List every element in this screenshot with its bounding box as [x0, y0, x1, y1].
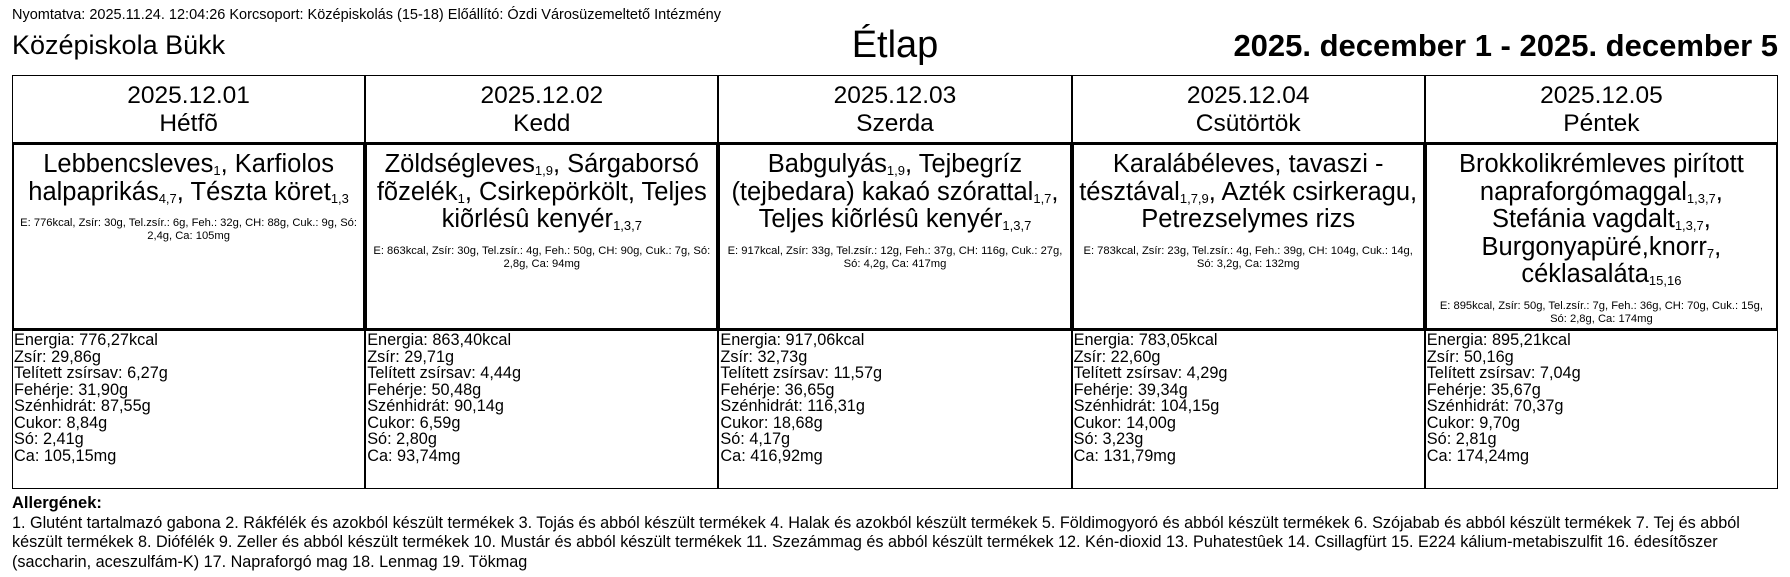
nutrient-row: Zsír: 32,73g	[720, 347, 808, 366]
nutrient-row: Só: 2,41g	[14, 430, 84, 448]
dish-allergen-codes: 4,7	[158, 190, 177, 206]
nutrient-row: Fehérje: 39,34g	[1073, 380, 1188, 399]
dish-list: Babgulyás$_{1,9}$, Tejbegríz (tejbedara) kakaó szórattal$_{1,7}$, Teljes kiõrlésû kenyér$_{1,3,7}$	[731, 150, 1059, 233]
dish-name: Tészta köret	[190, 177, 331, 206]
day-date: 2025.12.01	[127, 82, 250, 109]
meal-nutrition-summary: E: 895kcal, Zsír: 50g, Tel.zsír.: 7g, Feh.: 36g, CH: 70g, Cuk.: 15g, Só: 2,8g, Ca: 174mg	[1439, 299, 1763, 325]
dish-name: Burgonyapüré,knorr	[1481, 232, 1707, 261]
nutrient-row: Fehérje: 36,65g	[720, 380, 835, 399]
nutrient-row: Só: 3,23g	[1073, 430, 1144, 448]
meal-cell	[718, 143, 1071, 330]
nutrient-row: Szénhidrát: 70,37g	[1426, 397, 1564, 415]
dish-name: Azték csirkeragu	[1221, 177, 1411, 206]
nutrient-row: Energia: 783,05kcal	[1073, 331, 1218, 349]
nutrient-row: Cukor: 8,84g	[14, 413, 108, 432]
nutrient-row: Ca: 416,92mg	[720, 446, 823, 465]
nutrient-row: Ca: 131,79mg	[1073, 446, 1176, 465]
meal-cell	[12, 143, 365, 330]
day-column	[365, 75, 718, 489]
print-info-line: Nyomtatva: 2025.11.24. 12:04:26 Korcsoport: Középiskolás (15-18) Előállító: Ózdi Városüzemeltető Intézmény	[12, 7, 721, 23]
dish-list: Zöldségleves$_{1,9}$, Sárgaborsó fõzelék$_1$, Csirkepörkölt, Teljes kiõrlésû kenyér$_{1,3,7}$	[376, 150, 707, 233]
dish-allergen-codes: 1,9	[534, 163, 553, 178]
nutrient-row: Telített zsírsav: 7,04g	[1426, 364, 1581, 382]
nutrient-row: Ca: 105,15mg	[14, 446, 117, 465]
dish-name: Tejbegríz (tejbedara) kakaó szórattal	[731, 150, 1034, 206]
day-header	[1072, 75, 1425, 143]
day-weekday: Hétfõ	[159, 110, 218, 137]
nutrient-row: Szénhidrát: 87,55g	[14, 397, 151, 415]
meal-cell	[1425, 143, 1778, 330]
nutrient-row: Cukor: 6,59g	[367, 413, 461, 432]
day-column	[1072, 75, 1425, 489]
dish-allergen-codes: 1,3,7	[1686, 190, 1716, 206]
day-weekday: Csütörtök	[1195, 110, 1301, 137]
nutrient-row: Zsír: 22,60g	[1073, 347, 1161, 366]
meal-cell	[365, 143, 718, 330]
dish-name: Teljes kiõrlésû kenyér	[441, 177, 707, 233]
day-column	[718, 75, 1071, 489]
nutrient-row: Szénhidrát: 104,15g	[1073, 397, 1220, 415]
meal-nutrition-summary: E: 776kcal, Zsír: 30g, Tel.zsír.: 6g, Feh.: 32g, CH: 88g, Cuk.: 9g, Só: 2,4g, Ca: 105mg	[20, 217, 357, 242]
nutrient-list	[718, 330, 1071, 489]
nutrient-row: Cukor: 9,70g	[1426, 413, 1521, 432]
nutrient-row: Zsír: 29,71g	[367, 347, 455, 366]
dish-name: Stefánia vagdalt	[1491, 205, 1675, 233]
dish-list: Karalábéleves, tavaszi - tésztával$_{1,7,9}$, Azték csirkeragu, Petrezselymes rizs	[1079, 150, 1418, 233]
nutrient-row: Fehérje: 31,90g	[14, 380, 129, 399]
dish-allergen-codes: 1	[457, 190, 465, 206]
day-column	[1425, 75, 1778, 489]
dish-list: Lebbencsleves$_1$, Karfiolos halpaprikás$_{4,7}$, Tészta köret$_{1,3}$	[28, 150, 349, 206]
nutrient-row: Energia: 863,40kcal	[367, 331, 512, 349]
day-column	[12, 75, 365, 489]
nutrient-row: Zsír: 29,86g	[14, 347, 101, 366]
day-weekday: Kedd	[513, 110, 571, 137]
day-header	[718, 75, 1071, 143]
nutrient-row: Só: 4,17g	[720, 430, 791, 448]
school-name: Középiskola Bükk	[12, 30, 226, 60]
dish-name: Brokkolikrémleves pirított napraforgómaggal	[1458, 150, 1744, 206]
dish-name: Karalábéleves, tavaszi - tésztával	[1079, 150, 1384, 206]
nutrient-row: Telített zsírsav: 6,27g	[14, 364, 168, 382]
day-date: 2025.12.05	[1540, 82, 1663, 109]
day-header	[1425, 75, 1778, 143]
document-title: Étlap	[851, 24, 939, 66]
dish-name: Zöldségleves	[384, 150, 535, 178]
meal-nutrition-summary: E: 783kcal, Zsír: 23g, Tel.zsír.: 4g, Feh.: 39g, CH: 104g, Cuk.: 14g, Só: 3,2g, Ca: 132mg	[1083, 244, 1413, 270]
nutrient-list	[12, 330, 365, 489]
nutrient-list	[1072, 330, 1425, 489]
dish-name: Petrezselymes rizs	[1141, 205, 1356, 233]
dish-allergen-codes: 1,7	[1033, 190, 1052, 206]
dish-allergen-codes: 1,3,7	[613, 218, 642, 233]
nutrient-row: Cukor: 14,00g	[1073, 413, 1176, 432]
dish-name: Sárgaborsó fõzelék	[376, 150, 699, 206]
day-weekday: Péntek	[1563, 110, 1640, 137]
nutrient-row: Fehérje: 50,48g	[367, 380, 482, 399]
day-header	[365, 75, 718, 143]
dish-allergen-codes: 15,16	[1648, 273, 1682, 288]
dish-allergen-codes: 1,7,9	[1179, 190, 1209, 206]
nutrient-row: Energia: 776,27kcal	[14, 331, 158, 349]
nutrient-row: Telített zsírsav: 4,44g	[367, 364, 522, 382]
nutrient-row: Ca: 174,24mg	[1426, 446, 1530, 465]
nutrient-row: Só: 2,80g	[367, 430, 437, 448]
nutrient-row: Energia: 895,21kcal	[1426, 331, 1571, 349]
dish-name: céklasaláta	[1521, 260, 1649, 288]
nutrient-list	[1425, 330, 1778, 489]
dish-name: Teljes kiõrlésû kenyér	[758, 205, 1003, 233]
dish-name: Karfiolos halpaprikás	[28, 150, 334, 206]
dish-allergen-codes: 1	[213, 163, 221, 178]
day-date: 2025.12.02	[480, 82, 604, 109]
nutrient-row: Szénhidrát: 116,31g	[720, 397, 865, 415]
date-range: 2025. december 1 - 2025. december 5	[1233, 28, 1778, 63]
nutrient-row: Energia: 917,06kcal	[720, 331, 865, 349]
day-date: 2025.12.04	[1186, 82, 1310, 109]
nutrient-list	[365, 330, 718, 489]
meal-nutrition-summary: E: 863kcal, Zsír: 30g, Tel.zsír.: 4g, Feh.: 50g, CH: 90g, Cuk.: 7g, Só: 2,8g, Ca: 94mg	[373, 244, 711, 270]
day-date: 2025.12.03	[833, 82, 957, 109]
allergens-list: 1. Glutént tartalmazó gabona 2. Rákfélék és azokból készült termékek 3. Tojás és abból készült termékek 4. Halak és azokból készült termékek 5. Földimogyoró és abból készült termékek 6. Szójabab és abból készült termékek 7. Tej és abból készült termékek 8. Diófélék 9. Zeller és abból készült termékek 10. Mustár és abból készült termékek 11. Szezámmag és abból készült termékek 12. Kén-dioxid 13. Puhatestûek 14. Csillagfürt 15. E224 kálium-metabiszulfit 16. édesítõszer (saccharin, aceszulfám-K) 17. Napraforgó mag 18. Lenmag 19. Tökmag	[12, 514, 1740, 571]
dish-allergen-codes: 1,9	[886, 163, 905, 178]
nutrient-row: Szénhidrát: 90,14g	[367, 397, 504, 415]
nutrient-row: Cukor: 18,68g	[720, 413, 823, 432]
dish-name: Lebbencsleves	[43, 150, 214, 178]
meal-nutrition-summary: E: 917kcal, Zsír: 33g, Tel.zsír.: 12g, Feh.: 37g, CH: 116g, Cuk.: 27g, Só: 4,2g, Ca: 417mg	[727, 244, 1063, 270]
nutrient-row: Só: 2,81g	[1426, 430, 1497, 448]
nutrient-row: Ca: 93,74mg	[367, 446, 461, 465]
dish-allergen-codes: 7	[1706, 245, 1715, 261]
nutrient-row: Telített zsírsav: 4,29g	[1073, 364, 1228, 382]
dish-list: Brokkolikrémleves pirított napraforgómaggal$_{1,3,7}$, Stefánia vagdalt$_{1,3,7}$, Burgonyapüré,knorr$_7$, céklasaláta$_{15,16}$	[1458, 150, 1744, 288]
day-header	[12, 75, 365, 143]
dish-allergen-codes: 1,3	[330, 190, 349, 206]
dish-allergen-codes: 1,3,7	[1674, 218, 1704, 233]
nutrient-row: Zsír: 50,16g	[1426, 347, 1514, 366]
dish-name: Csirkepörkölt	[479, 177, 628, 206]
dish-allergen-codes: 1,3,7	[1002, 218, 1032, 233]
nutrient-row: Telített zsírsav: 11,57g	[720, 364, 883, 382]
meal-cell	[1072, 143, 1425, 330]
allergens-title: Allergének:	[12, 494, 102, 512]
day-weekday: Szerda	[856, 110, 934, 137]
nutrient-row: Fehérje: 35,67g	[1426, 380, 1541, 399]
dish-name: Babgulyás	[767, 150, 887, 178]
